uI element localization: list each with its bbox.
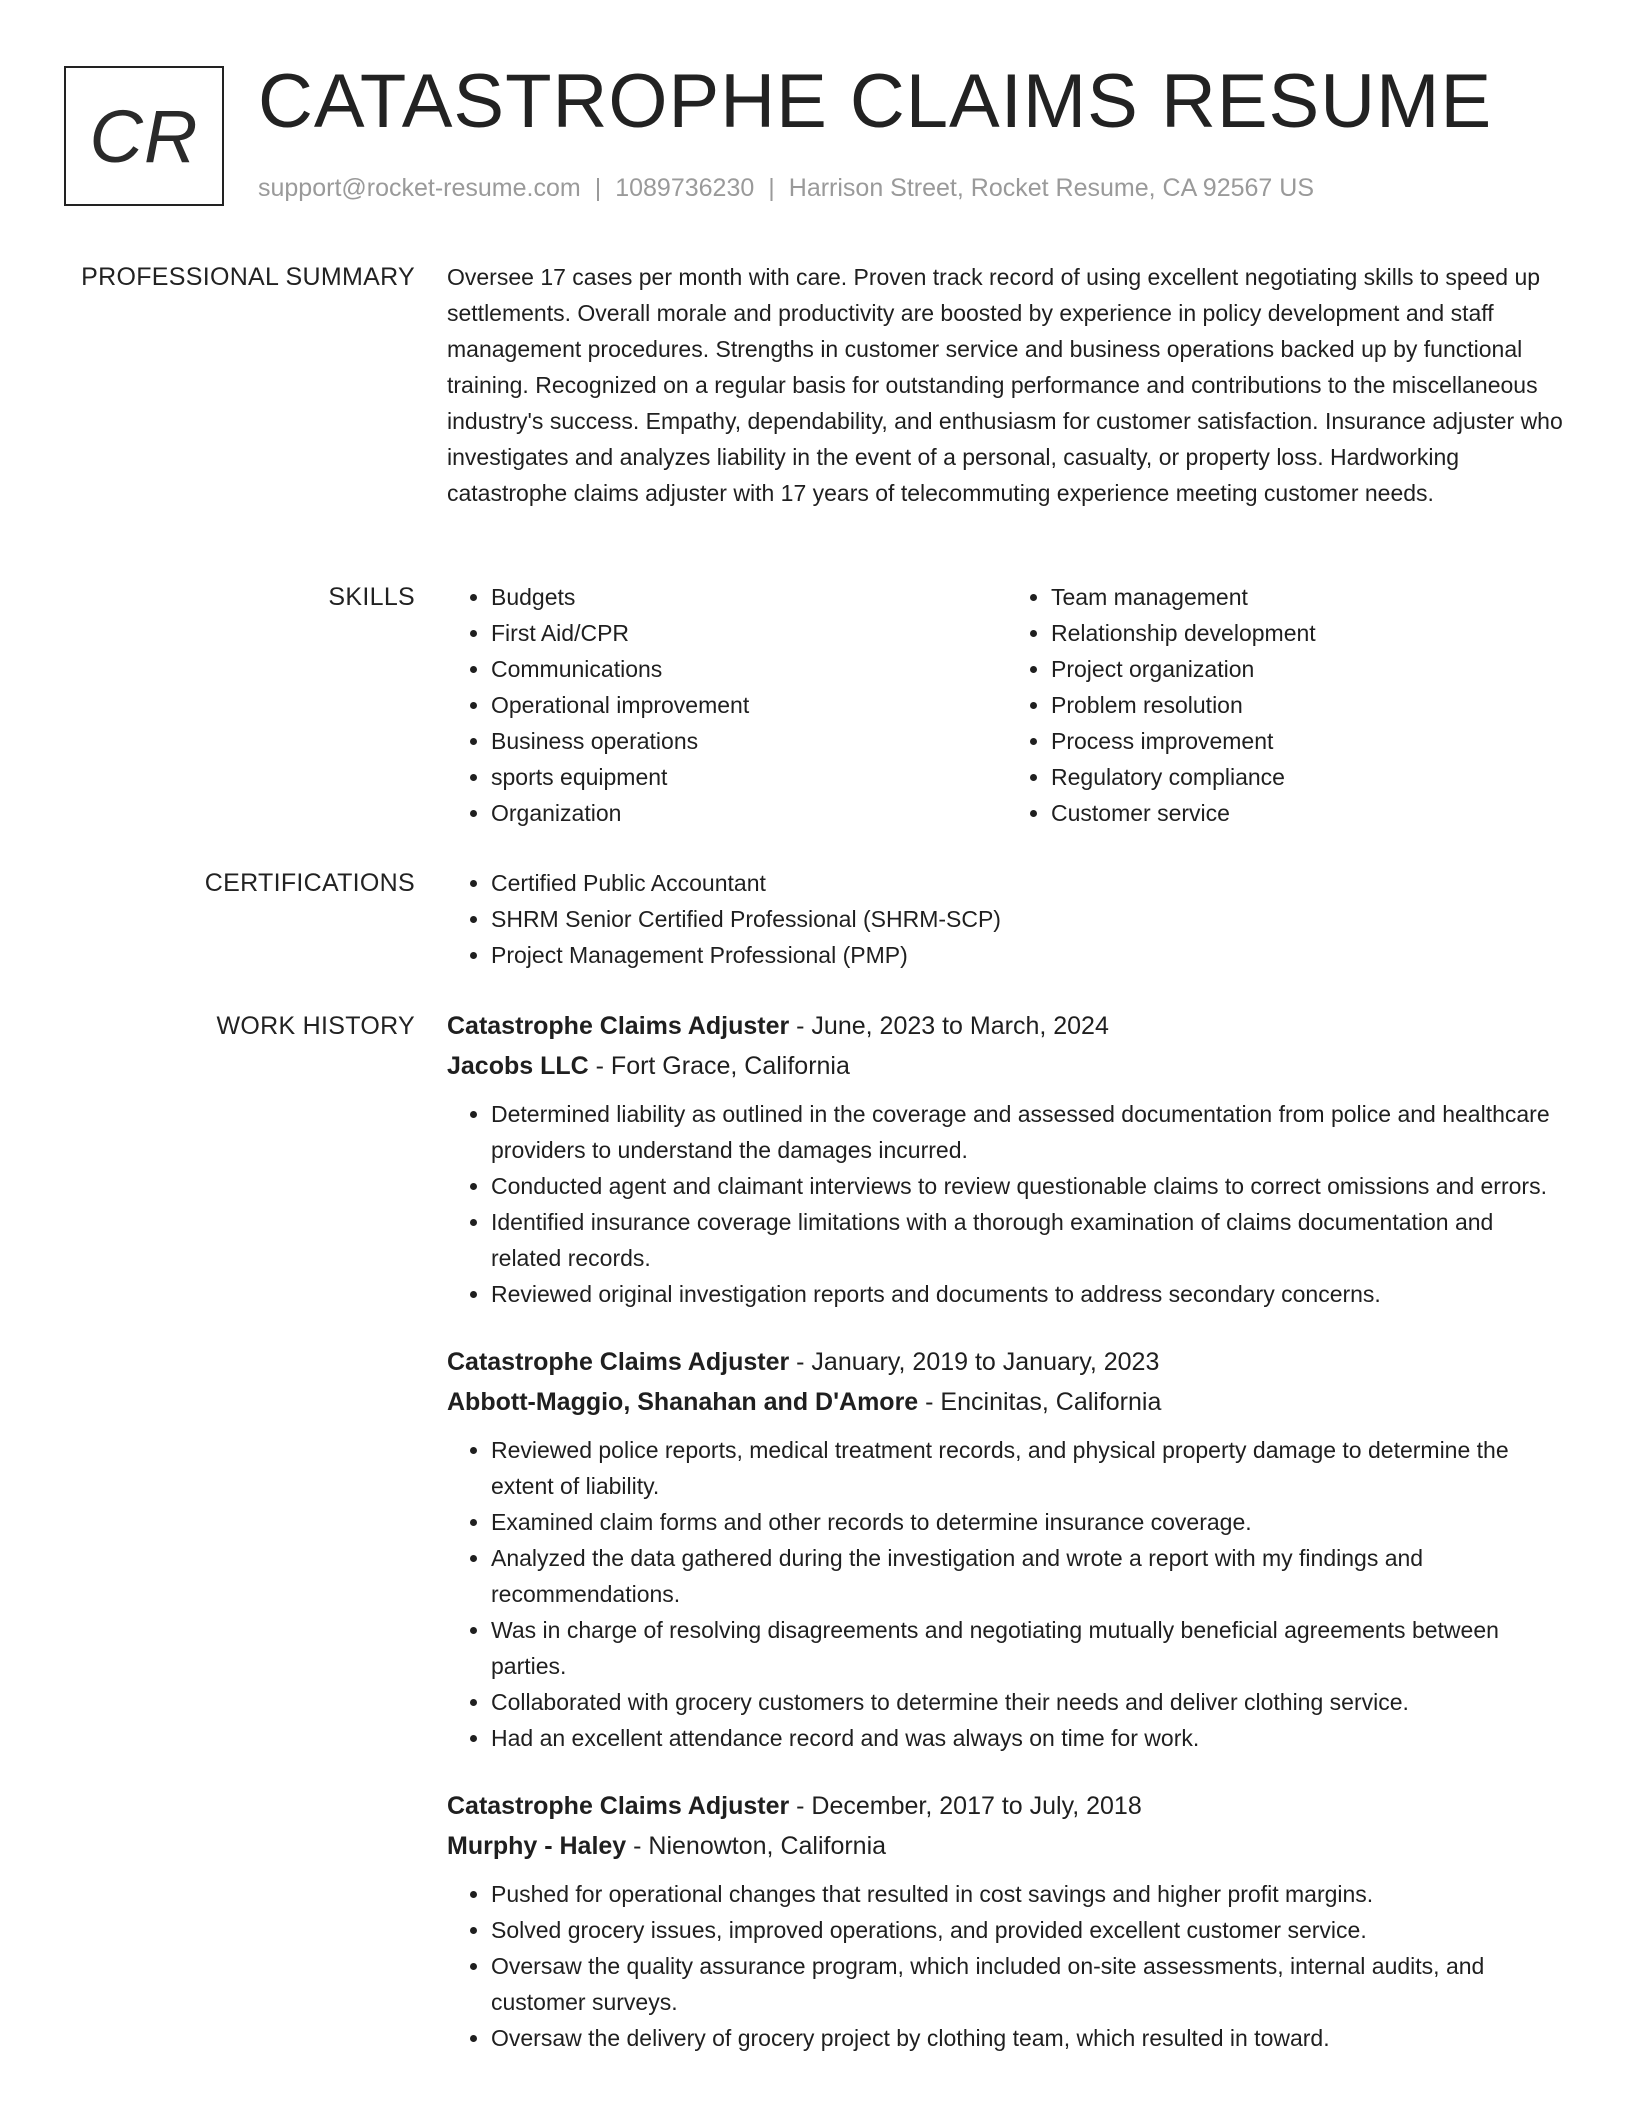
job-bullet: • Determined liability as outlined in the coverage and assessed documentation from police and healthcare providers to understand the damages incurred. <box>491 1096 1567 1168</box>
certification-item: • SHRM Senior Certified Professional (SHRM-SCP) <box>491 901 1567 937</box>
job-bullet: • Pushed for operational changes that resulted in cost savings and higher profit margins. <box>491 1876 1567 1912</box>
skill-item: • Problem resolution <box>1051 687 1567 723</box>
job-location: - Encinitas, California <box>918 1388 1162 1416</box>
skill-item: • Project organization <box>1051 651 1567 687</box>
job-dates: - June, 2023 to March, 2024 <box>789 1012 1109 1040</box>
job-location: - Fort Grace, California <box>588 1052 850 1080</box>
skill-item: • Regulatory compliance <box>1051 759 1567 795</box>
job-entry <box>447 1342 1567 1756</box>
job-bullets <box>447 1432 1567 1756</box>
contact-phone: 1089736230 <box>615 174 755 202</box>
job-title-line <box>447 1342 1567 1382</box>
skill-item: • Business operations <box>491 723 1007 759</box>
skill-item: • sports equipment <box>491 759 1007 795</box>
job-title-line <box>447 1786 1567 1826</box>
job-title: Catastrophe Claims Adjuster <box>447 1792 790 1820</box>
skills-label: SKILLS <box>328 583 415 611</box>
certifications-body <box>447 865 1567 973</box>
skill-item: • Organization <box>491 795 1007 831</box>
monogram-box <box>64 66 224 206</box>
skill-item: • Customer service <box>1051 795 1567 831</box>
contact-address: Harrison Street, Rocket Resume, CA 92567 US <box>788 174 1314 202</box>
job-bullet: • Reviewed police reports, medical treatment records, and physical property damage to determine the extent of liability. <box>491 1432 1567 1504</box>
skill-item: • Relationship development <box>1051 615 1567 651</box>
skills-list-left <box>447 579 1007 831</box>
certification-item: • Project Management Professional (PMP) <box>491 937 1567 973</box>
contact-separator: | <box>594 174 602 202</box>
skill-item: • Operational improvement <box>491 687 1007 723</box>
summary-text: Oversee 17 cases per month with care. Proven track record of using excellent negotiating skills to speed up settlements. Overall morale and productivity are boosted by experience in policy development and staff management procedures. Strengths in customer service and business operations backed up by functional training. Recognized on a regular basis for outstanding performance and contributions to the miscellaneous industry's success. Empathy, dependability, and enthusiasm for customer satisfaction. Insurance adjuster who investigates and analyzes liability in the event of a personal, casualty, or property loss. Hardworking catastrophe claims adjuster with 17 years of telecommuting experience meeting customer needs. <box>447 264 1563 506</box>
monogram-initials: CR <box>89 94 199 178</box>
job-dates: - December, 2017 to July, 2018 <box>789 1792 1142 1820</box>
contact-email: support@rocket-resume.com <box>258 174 581 202</box>
job-title-line <box>447 1006 1567 1046</box>
job-bullet: • Analyzed the data gathered during the investigation and wrote a report with my findings and recommendations. <box>491 1540 1567 1612</box>
job-company: Jacobs LLC <box>447 1052 589 1080</box>
skill-item: • Team management <box>1051 579 1567 615</box>
work-history-body <box>447 1006 1567 2086</box>
skill-item: • Process improvement <box>1051 723 1567 759</box>
job-bullet: • Conducted agent and claimant interviews to review questionable claims to correct omissions and errors. <box>491 1168 1567 1204</box>
certifications-label: CERTIFICATIONS <box>204 869 415 897</box>
skills-list-right <box>1007 579 1567 831</box>
resume-title: CATASTROPHE CLAIMS RESUME <box>258 59 1493 144</box>
certifications-list <box>447 865 1567 973</box>
job-dates: - January, 2019 to January, 2023 <box>789 1348 1160 1376</box>
job-bullet: • Identified insurance coverage limitations with a thorough examination of claims documentation and related records. <box>491 1204 1567 1276</box>
contact-separator: | <box>768 174 775 202</box>
skills-columns <box>447 579 1567 831</box>
job-bullet: • Examined claim forms and other records to determine insurance coverage. <box>491 1504 1567 1540</box>
job-entry <box>447 1786 1567 2056</box>
job-bullet: • Had an excellent attendance record and was always on time for work. <box>491 1720 1567 1756</box>
job-company-line <box>447 1382 1567 1422</box>
job-company: Murphy - Haley <box>447 1832 627 1860</box>
work-history-label: WORK HISTORY <box>216 1012 415 1040</box>
job-location: - Nienowton, California <box>626 1832 887 1860</box>
job-bullet: • Oversaw the quality assurance program, which included on-site assessments, internal audits, and customer surveys. <box>491 1948 1567 2020</box>
job-title: Catastrophe Claims Adjuster <box>447 1348 790 1376</box>
job-company: Abbott-Maggio, Shanahan and D'Amore <box>447 1388 919 1416</box>
summary-body <box>447 259 1567 511</box>
job-bullet: • Reviewed original investigation reports and documents to address secondary concerns. <box>491 1276 1567 1312</box>
job-entry <box>447 1006 1567 1312</box>
skills-body <box>447 579 1567 831</box>
job-bullets <box>447 1876 1567 2056</box>
contact-line <box>258 174 1314 203</box>
job-company-line <box>447 1046 1567 1086</box>
job-title: Catastrophe Claims Adjuster <box>447 1012 790 1040</box>
job-bullets <box>447 1096 1567 1312</box>
skill-item: • Budgets <box>491 579 1007 615</box>
certification-item: • Certified Public Accountant <box>491 865 1567 901</box>
skill-item: • Communications <box>491 651 1007 687</box>
job-bullet: • Collaborated with grocery customers to determine their needs and deliver clothing service. <box>491 1684 1567 1720</box>
job-company-line <box>447 1826 1567 1866</box>
job-bullet: • Solved grocery issues, improved operations, and provided excellent customer service. <box>491 1912 1567 1948</box>
job-bullet: • Oversaw the delivery of grocery project by clothing team, which resulted in toward. <box>491 2020 1567 2056</box>
job-bullet: • Was in charge of resolving disagreements and negotiating mutually beneficial agreements between parties. <box>491 1612 1567 1684</box>
skill-item: • First Aid/CPR <box>491 615 1007 651</box>
summary-label: PROFESSIONAL SUMMARY <box>81 263 415 291</box>
